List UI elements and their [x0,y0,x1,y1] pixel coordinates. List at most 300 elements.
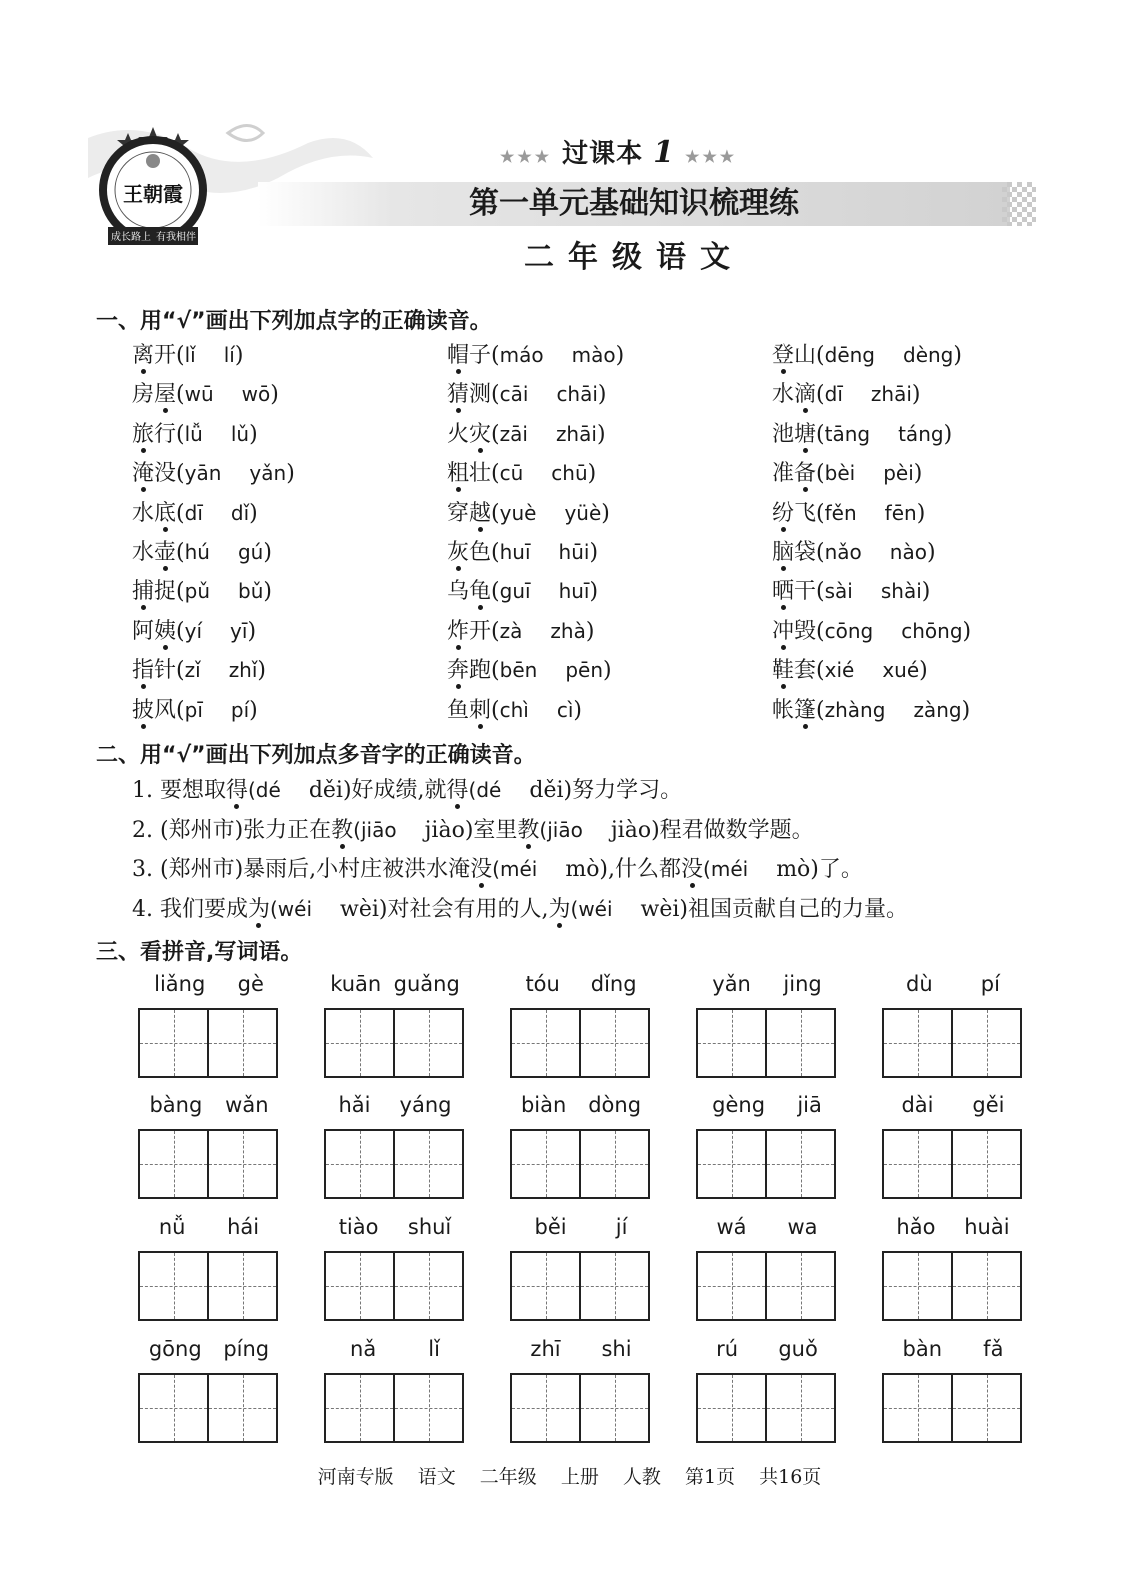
word-char: 水 [772,382,795,408]
pinyin-syllable: dǐng [590,972,637,996]
logo-ring-right: 有我相伴 [156,232,196,243]
pinyin-syllable: yǎn [712,972,751,996]
word-char: 色 [469,540,492,565]
word-char: 阿 [132,618,155,644]
writing-grid[interactable] [696,1373,836,1443]
paren-close: ) [962,618,972,644]
pinyin-option-a[interactable]: tāng [824,421,871,446]
pinyin-syllable: gōng [148,1337,202,1361]
word-char: 子 [469,343,492,368]
paren-open: ( [176,421,185,447]
pinyin-option-a[interactable]: lǚ [184,421,203,446]
writing-square[interactable] [953,1131,1020,1197]
word-char: 塘 [794,421,817,447]
word-char: 奔 [447,658,470,684]
word-char: 穿 [447,500,470,526]
word-char: 开 [154,343,177,368]
word-char: 测 [469,382,492,408]
pinyin-option-b[interactable]: lǔ [230,421,250,446]
pinyin-option-b[interactable]: zhǐ [228,658,258,683]
word-char: 乌 [447,579,470,605]
pinyin-option-b[interactable]: zhà [550,618,586,643]
pinyin-option-b[interactable]: lí [223,343,235,367]
writing-square[interactable] [209,1131,276,1197]
writing-square[interactable] [512,1010,581,1076]
pinyin-option-a[interactable]: (wéi [270,896,313,921]
word-char: 登 [772,343,795,368]
pinyin-option-b[interactable]: xué [882,658,920,683]
writing-grid[interactable] [510,1373,650,1443]
writing-grid[interactable] [510,1251,650,1321]
series-number: 1 [653,135,676,170]
pinyin-option-b[interactable]: nào [889,540,927,564]
pinyin-syllable: běi [534,1215,567,1239]
pinyin-option-a[interactable]: (dé [248,778,281,802]
pinyin-option-a[interactable]: zāi [499,421,528,446]
pinyin-option-a[interactable]: (wéi [570,896,613,921]
dotted-char: 得 [225,778,248,803]
pronunciation-item [132,340,243,371]
writing-square[interactable] [953,1010,1020,1076]
writing-square[interactable] [140,1253,209,1319]
pinyin-option-b[interactable]: hūi [558,540,590,564]
writing-square[interactable] [884,1010,953,1076]
writing-square[interactable] [326,1131,395,1197]
pinyin-option-a[interactable]: zhàng [824,697,886,722]
pinyin-syllable: zhī [530,1337,561,1361]
pinyin-syllable: dài [901,1093,934,1117]
footer-volume: 上册 [560,1466,599,1488]
pinyin-option-a[interactable]: (méi [492,857,538,881]
pinyin-prompt [696,1215,838,1245]
pinyin-prompt [324,1215,466,1245]
paren-open: ( [491,658,500,684]
writing-square[interactable] [767,1131,834,1197]
pinyin-syllable: dòng [588,1093,642,1117]
sentence-text: 2. (郑州市)张力正在 [132,817,332,843]
writing-grid[interactable] [882,1008,1022,1078]
word-char: 粗 [447,461,470,487]
writing-square[interactable] [395,1375,462,1441]
word-char: 旅 [132,421,155,447]
writing-square[interactable] [581,1253,648,1319]
pinyin-option-a[interactable]: dī [824,382,843,407]
unit-title: 第一单元基础知识梳理练 [469,186,799,221]
paren-close: ) [911,382,921,408]
pronunciation-item [447,695,582,726]
word-char: 帽 [447,343,470,368]
writing-grid[interactable] [324,1008,464,1078]
stars-left: ★★★ [500,147,553,166]
pinyin-option-a[interactable]: pǔ [184,579,210,604]
paren-open: ( [491,421,500,447]
pinyin-option-b[interactable]: dèng [903,343,954,367]
sentence-line [132,815,814,846]
pinyin-prompt [696,972,838,1002]
word-char: 水 [132,540,155,565]
pinyin-option-a[interactable]: pī [184,697,203,722]
writing-square[interactable] [395,1253,462,1319]
writing-square[interactable] [512,1375,581,1441]
sentence-text: jiào)室里 [424,817,518,843]
paren-close: ) [573,697,583,723]
sentence-text: 3. (郑州市)暴雨后,小村庄被洪水淹 [132,857,471,882]
word-char: 灾 [469,421,492,447]
paren-open: ( [491,382,500,408]
pinyin-option-b[interactable]: yüè [564,500,602,525]
pinyin-option-a[interactable]: cōng [824,618,874,643]
writing-square[interactable] [140,1010,209,1076]
pronunciation-item [772,458,922,489]
sentence-text: wèi)对社会有用的人, [340,896,549,922]
pinyin-syllable: yáng [399,1093,452,1117]
pinyin-option-a[interactable]: huī [499,540,531,564]
pronunciation-item [772,379,920,410]
sentence-text: děi)好成绩,就 [308,778,447,803]
pinyin-option-b[interactable]: shài [880,579,922,604]
pinyin-option-b[interactable]: mào [571,343,616,367]
pinyin-syllable: tiào [338,1215,379,1239]
writing-square[interactable] [326,1010,395,1076]
writing-square[interactable] [953,1253,1020,1319]
pinyin-option-a[interactable]: lǐ [184,343,196,367]
pinyin-option-b[interactable]: bǔ [238,579,264,604]
pinyin-option-a[interactable]: zǐ [184,658,201,683]
pinyin-option-b[interactable]: pí [230,697,250,722]
pinyin-option-b[interactable]: pèi [883,461,914,486]
writing-grid[interactable] [696,1008,836,1078]
writing-square[interactable] [698,1375,767,1441]
word-char: 行 [154,421,177,447]
brand-logo [98,125,208,250]
pronunciation-item [772,537,936,568]
section1-heading: 一、用“√”画出下列加点字的正确读音。 [96,309,492,334]
pinyin-option-a[interactable]: (méi [703,857,749,881]
paren-close: ) [249,500,258,526]
writing-grid[interactable] [696,1251,836,1321]
pinyin-prompt [138,1337,280,1367]
word-char: 龟 [469,579,492,605]
writing-grid[interactable] [324,1373,464,1443]
pinyin-option-a[interactable]: yān [184,461,222,486]
pinyin-syllable: hǎi [338,1093,371,1117]
writing-square[interactable] [884,1131,953,1197]
word-char: 篷 [794,697,817,723]
paren-close: ) [919,658,928,684]
pinyin-syllable: shuǐ [407,1215,452,1239]
pinyin-option-a[interactable]: dī [184,500,203,525]
pronunciation-item [132,537,272,568]
word-char: 火 [447,421,470,447]
pronunciation-item [132,576,272,607]
pinyin-option-b[interactable]: zàng [913,697,962,722]
pinyin-option-a[interactable]: zà [499,618,523,643]
pinyin-option-a[interactable]: dēng [824,343,875,367]
writing-grid[interactable] [138,1008,278,1078]
writing-square[interactable] [884,1375,953,1441]
pronunciation-item [772,340,962,371]
pinyin-option-b[interactable]: gú [237,540,264,564]
word-char: 跑 [469,658,492,684]
paren-close: ) [247,618,257,644]
writing-square[interactable] [698,1010,767,1076]
pinyin-option-b[interactable]: fēn [884,500,917,525]
writing-grid[interactable] [882,1251,1022,1321]
word-char: 壮 [469,461,492,487]
writing-square[interactable] [767,1375,834,1441]
pinyin-syllable: tóu [525,972,560,996]
writing-square[interactable] [512,1131,581,1197]
pinyin-syllable: bàn [902,1337,943,1361]
word-char: 脑 [772,540,795,565]
word-char: 捕 [132,579,155,605]
word-char: 纷 [772,500,795,526]
pinyin-syllable: guǎng [393,972,460,996]
logo-text: 王朝霞 [123,182,183,206]
dotted-char: 没 [470,857,493,882]
paren-close: ) [961,697,971,723]
pinyin-syllable: jí [615,1215,628,1239]
pronunciation-item [447,498,610,529]
sentence-text: wèi)祖国贡献自己的力量。 [640,896,909,922]
writing-square[interactable] [953,1375,1020,1441]
series-text: 过课本 [562,139,644,169]
pronunciation-item [447,576,598,607]
pinyin-syllable: rú [716,1337,739,1361]
paren-open: ( [176,461,185,487]
pinyin-prompt [138,1093,280,1123]
pinyin-syllable: píng [223,1337,270,1361]
pinyin-option-a[interactable]: chì [499,697,529,722]
paren-close: ) [589,540,599,565]
pinyin-option-a[interactable]: cū [499,461,524,486]
pinyin-syllable: wǎn [225,1093,269,1117]
pinyin-syllable: huài [964,1215,1010,1239]
paren-close: ) [270,382,279,408]
word-char: 房 [132,382,155,408]
writing-square[interactable] [884,1253,953,1319]
pinyin-option-b[interactable]: yǎn [249,461,287,486]
writing-grid[interactable] [882,1373,1022,1443]
writing-square[interactable] [767,1010,834,1076]
dotted-char: 没 [681,857,704,882]
writing-grid[interactable] [882,1129,1022,1199]
paren-close: ) [263,579,272,605]
pinyin-syllable: kuān [330,972,382,996]
pinyin-syllable: lǐ [428,1337,440,1361]
word-char: 备 [794,461,817,487]
pinyin-syllable: bàng [149,1093,203,1117]
paren-close: ) [587,461,597,487]
footer-page-total: 共16页 [759,1466,822,1488]
pronunciation-item [447,379,607,410]
pinyin-option-a[interactable]: wū [184,382,214,407]
writing-square[interactable] [140,1375,209,1441]
word-char: 刺 [469,697,492,723]
paren-open: ( [491,540,500,565]
paren-open: ( [816,382,825,408]
writing-grid[interactable] [510,1008,650,1078]
pinyin-prompt [882,1337,1024,1367]
pinyin-syllable: shi [601,1337,632,1361]
writing-square[interactable] [209,1010,276,1076]
word-char: 灰 [447,540,470,565]
writing-square[interactable] [326,1375,395,1441]
pinyin-option-a[interactable]: máo [499,343,544,367]
pinyin-option-a[interactable]: (dé [468,778,502,802]
pinyin-syllable: hái [227,1215,260,1239]
writing-grid[interactable] [138,1251,278,1321]
pinyin-syllable: jiā [797,1093,822,1117]
writing-grid[interactable] [138,1373,278,1443]
pinyin-option-a[interactable]: fěn [824,500,857,525]
word-char: 袋 [794,540,817,565]
word-char: 池 [772,421,795,447]
pinyin-syllable: nǎ [350,1337,377,1361]
dotted-char: 为 [548,896,571,922]
pronunciation-item [772,576,930,607]
word-char: 山 [794,343,817,368]
pronunciation-item [132,458,295,489]
pinyin-option-a[interactable]: sài [824,579,853,604]
pinyin-option-a[interactable]: yí [184,618,203,643]
pinyin-option-b[interactable]: chū [551,461,588,486]
word-char: 离 [132,343,155,368]
word-char: 冲 [772,618,795,644]
pinyin-option-b[interactable]: chāi [556,382,598,407]
sentence-text: mò)了。 [776,857,863,882]
pinyin-syllable: wa [787,1215,818,1239]
pinyin-prompt [324,1337,466,1367]
writing-grid[interactable] [510,1129,650,1199]
paren-close: ) [263,540,272,565]
writing-grid[interactable] [324,1129,464,1199]
pinyin-option-b[interactable]: huī [558,579,590,604]
pinyin-prompt [324,972,466,1002]
writing-grid[interactable] [324,1251,464,1321]
pinyin-option-b[interactable]: táng [898,421,944,446]
writing-square[interactable] [512,1253,581,1319]
paren-open: ( [491,343,500,368]
pronunciation-item [772,419,952,450]
writing-grid[interactable] [696,1129,836,1199]
paren-open: ( [176,343,185,368]
pinyin-option-b[interactable]: pēn [565,658,603,683]
word-char: 套 [794,658,817,684]
pronunciation-item [447,616,594,647]
pinyin-prompt [510,1215,652,1245]
sentence-text: mò),什么都 [565,857,682,882]
pinyin-option-a[interactable]: yuè [499,500,537,525]
writing-grid[interactable] [138,1129,278,1199]
pinyin-option-a[interactable]: guī [499,579,531,604]
word-char: 指 [132,658,155,684]
paren-open: ( [176,579,185,605]
sentence-text: děi)努力学习。 [529,778,683,803]
pinyin-option-a[interactable]: bēn [499,658,538,683]
writing-square[interactable] [581,1131,648,1197]
paren-open: ( [816,658,825,684]
word-char: 针 [154,658,177,684]
word-char: 淹 [132,461,155,487]
pinyin-option-a[interactable]: bèi [824,461,856,486]
section3-heading: 三、看拼音,写词语。 [96,940,303,965]
paren-close: ) [916,500,926,526]
paren-open: ( [491,618,500,644]
pronunciation-item [772,655,928,686]
pronunciation-item [447,537,598,568]
pinyin-syllable: gèng [712,1093,766,1117]
paren-close: ) [249,421,258,447]
pinyin-option-b[interactable]: dǐ [230,500,250,525]
stars-right: ★★★ [685,147,738,166]
dotted-char: 教 [517,817,540,843]
writing-square[interactable] [209,1375,276,1441]
writing-square[interactable] [581,1010,648,1076]
pronunciation-item [132,655,266,686]
pinyin-option-a[interactable]: cāi [499,382,529,407]
pronunciation-item [447,419,606,450]
sentence-text: jiào)程君做数学题。 [610,817,814,843]
sentence-line [132,775,682,806]
page-footer [0,1462,1139,1489]
writing-square[interactable] [209,1253,276,1319]
pinyin-option-b[interactable]: wō [241,382,271,407]
paren-close: ) [926,540,936,565]
paren-open: ( [491,697,500,723]
word-char: 水 [132,500,155,526]
word-char: 毁 [794,618,817,644]
writing-square[interactable] [767,1253,834,1319]
pinyin-prompt [138,972,280,1002]
pinyin-option-a[interactable]: xié [824,658,855,683]
paren-open: ( [816,579,825,605]
writing-square[interactable] [140,1131,209,1197]
pinyin-syllable: hǎo [896,1215,936,1239]
word-char: 屋 [154,382,177,408]
pinyin-option-b[interactable]: zhāi [555,421,597,446]
writing-square[interactable] [395,1010,462,1076]
sentence-line [132,854,863,885]
pinyin-option-a[interactable]: (jiāo [539,817,583,842]
writing-square[interactable] [698,1131,767,1197]
pinyin-prompt [696,1093,838,1123]
pinyin-option-b[interactable]: zhāi [870,382,912,407]
pronunciation-item [132,498,258,529]
pinyin-option-b[interactable]: cì [556,697,574,722]
writing-square[interactable] [698,1253,767,1319]
pinyin-option-a[interactable]: nǎo [824,540,862,564]
paren-open: ( [816,343,825,368]
paren-open: ( [176,382,185,408]
paren-close: ) [921,579,931,605]
pinyin-option-b[interactable]: chōng [901,618,963,643]
pinyin-option-a[interactable]: hú [184,540,210,564]
writing-square[interactable] [581,1375,648,1441]
writing-square[interactable] [395,1131,462,1197]
pronunciation-item [772,695,970,726]
pinyin-option-a[interactable]: (jiāo [353,817,397,842]
paren-close: ) [601,500,610,526]
footer-page-number: 第1页 [684,1466,736,1488]
sentence-text: 1. 要想取 [132,778,226,803]
word-char: 底 [154,500,177,526]
pinyin-option-b[interactable]: yī [230,618,248,643]
word-char: 滴 [794,382,817,408]
pinyin-syllable: guǒ [778,1337,818,1361]
paren-open: ( [176,500,185,526]
writing-square[interactable] [326,1253,395,1319]
